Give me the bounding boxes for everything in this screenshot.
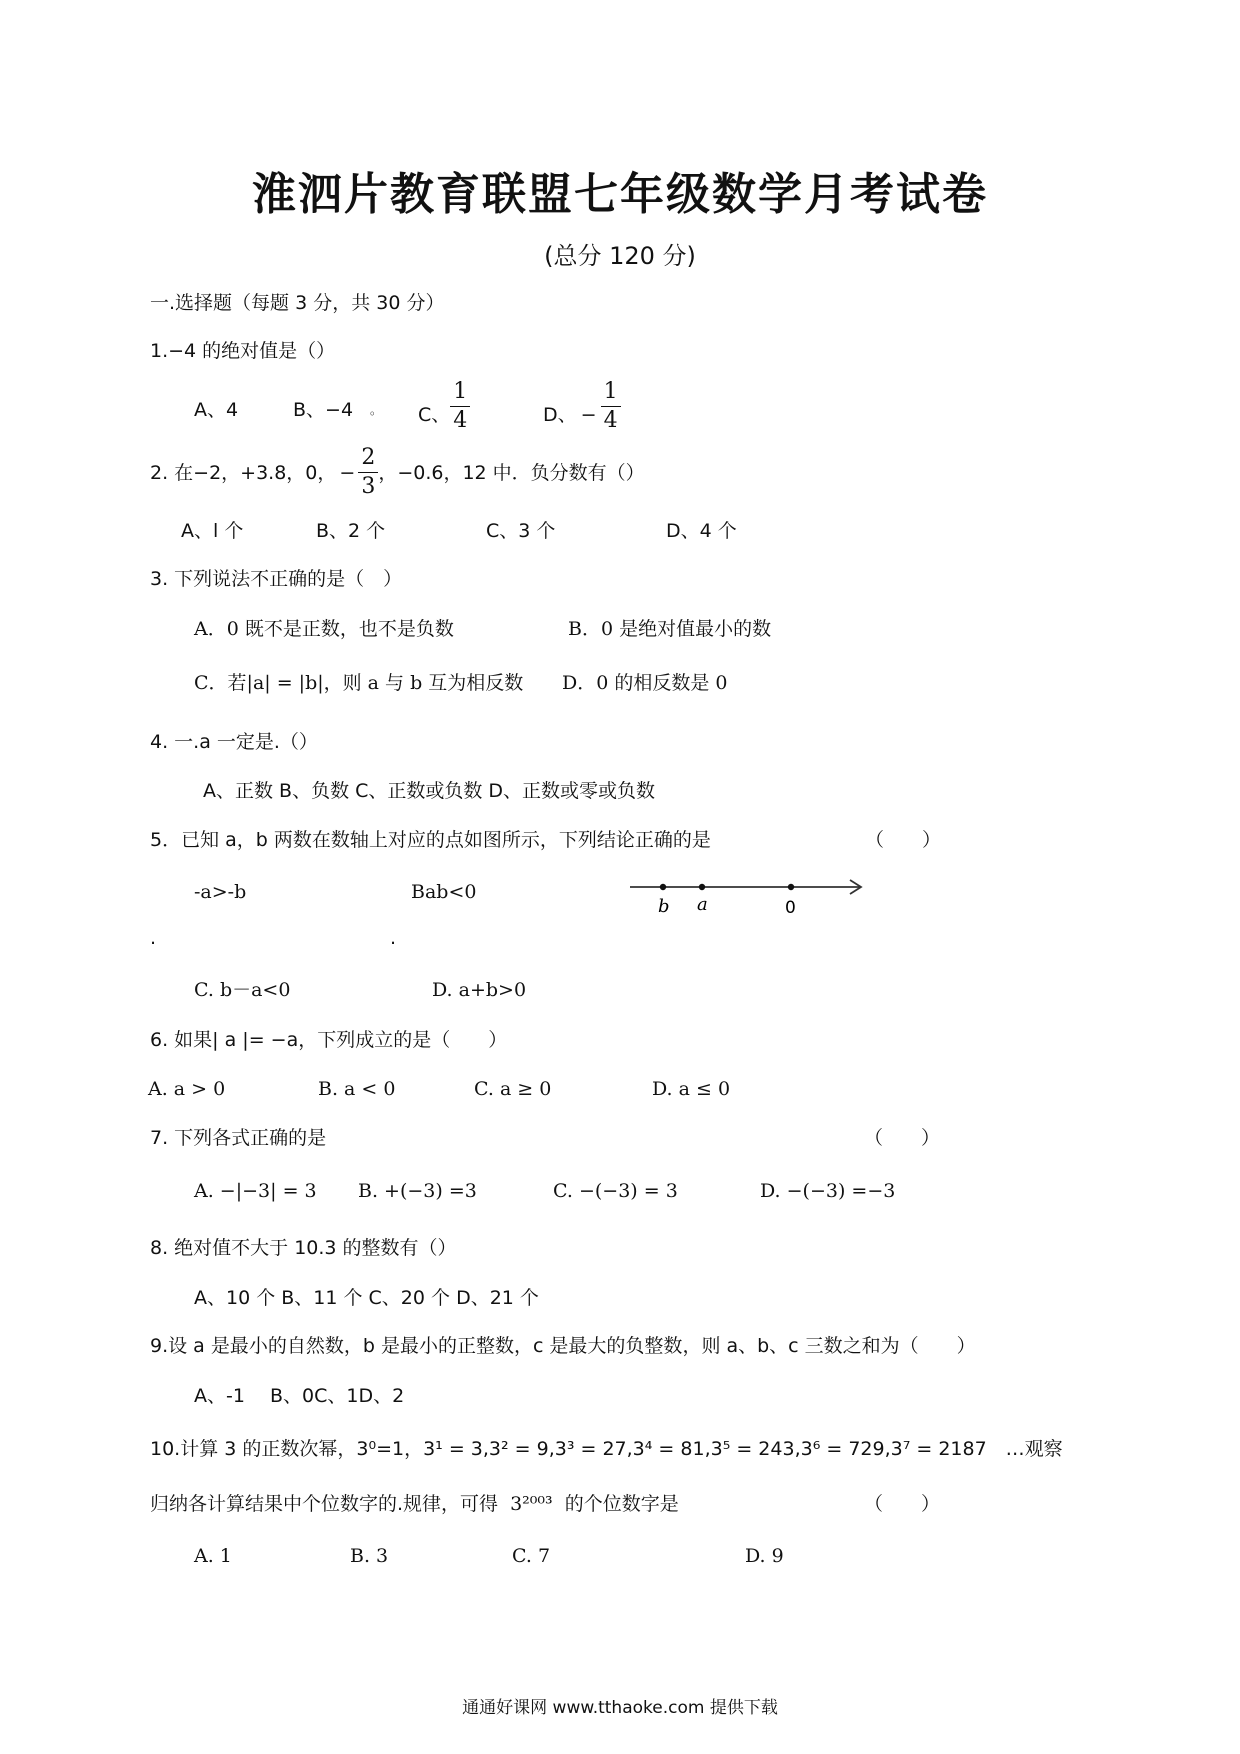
- q3-option-d: D．0 的相反数是 0: [562, 672, 728, 694]
- q5-option-c: C. b－a<0: [194, 979, 291, 1001]
- stray-dot: .: [390, 927, 397, 949]
- question-7-stem: 7. 下列各式正确的是: [150, 1127, 327, 1149]
- q1-option-c-label: C、: [418, 403, 451, 426]
- q7-option-d: D. −(−3) =−3: [760, 1180, 896, 1202]
- q3-option-a: A．0 既不是正数，也不是负数: [194, 618, 454, 640]
- q10-option-a: A. 1: [194, 1545, 232, 1567]
- q5-option-d: D. a+b>0: [432, 979, 527, 1001]
- fraction-denominator: 4: [603, 408, 618, 433]
- question-2-stem: [150, 447, 645, 498]
- total-score: (总分 120 分): [544, 242, 696, 270]
- q6-option-b: B. a < 0: [318, 1078, 396, 1100]
- stray-dot: .: [150, 927, 157, 949]
- question-9-stem: 9.设 a 是最小的自然数，b 是最小的正整数，c 是最大的负整数，则 a、b、c 三数之和为（ ）: [150, 1335, 976, 1357]
- label-zero: 0: [785, 898, 796, 918]
- q2-option-b: B、2 个: [316, 520, 386, 542]
- q3-option-c: C．若|a| = |b|，则 a 与 b 互为相反数: [194, 672, 524, 694]
- q6-option-d: D. a ≤ 0: [652, 1078, 731, 1100]
- answer-paren: （ ）: [865, 829, 942, 851]
- q10-power: 3²⁰⁰³: [510, 1493, 553, 1515]
- q6-option-a: A. a > 0: [148, 1078, 226, 1100]
- answer-paren: （ ）: [864, 1493, 941, 1515]
- q1-option-d-label: D、: [543, 403, 577, 426]
- q7-option-c: C. −(−3) = 3: [553, 1180, 678, 1202]
- page-title: 淮泗片教育联盟七年级数学月考试卷: [252, 169, 988, 220]
- q3-option-b: B．0 是绝对值最小的数: [568, 618, 772, 640]
- fraction: [358, 447, 378, 498]
- point-a: [699, 884, 705, 890]
- fraction-numerator: 1: [603, 379, 618, 404]
- fraction-bar: [358, 472, 378, 473]
- q2-option-a: A、l 个: [181, 520, 244, 542]
- q6-option-c: C. a ≥ 0: [474, 1078, 552, 1100]
- q2-option-d: D、4 个: [666, 520, 737, 542]
- point-b: [660, 884, 666, 890]
- q7-option-b: B. +(−3) =3: [358, 1180, 477, 1202]
- answer-paren: （ ）: [864, 1127, 941, 1149]
- q5-option-b: Bab<0: [411, 881, 477, 903]
- q1-dot: 。: [370, 403, 383, 417]
- q10-line2-post: 的个位数字是: [564, 1493, 679, 1515]
- fraction: [601, 381, 621, 432]
- minus-sign: −: [339, 461, 356, 484]
- q1-option-c: [418, 381, 470, 432]
- question-3-stem: 3. 下列说法不正确的是（ ）: [150, 568, 403, 590]
- q1-option-a: A、4: [194, 399, 239, 421]
- q2-stem-pre: 2. 在−2，+3.8，0，: [150, 461, 337, 484]
- label-a: a: [697, 894, 708, 915]
- fraction: [450, 381, 470, 432]
- question-4-stem: 4. 一.a 一定是.（）: [150, 731, 318, 753]
- q2-option-c: C、3 个: [486, 520, 556, 542]
- q5-option-a: -a>-b: [194, 881, 247, 903]
- minus-sign: −: [580, 403, 597, 426]
- q10-option-d: D. 9: [745, 1545, 784, 1567]
- q2-stem-post: ，−0.6，12 中．负分数有（）: [378, 461, 645, 484]
- question-8-stem: 8. 绝对值不大于 10.3 的整数有（）: [150, 1237, 457, 1259]
- fraction-numerator: 1: [453, 379, 468, 404]
- q1-option-b: B、−4: [293, 399, 354, 421]
- question-1-stem: 1.−4 的绝对值是（）: [150, 340, 336, 362]
- section-heading: 一.选择题（每题 3 分，共 30 分）: [150, 292, 445, 314]
- label-b: b: [658, 896, 670, 917]
- question-10-line-2: [150, 1491, 679, 1517]
- question-5-stem: 5．已知 a，b 两数在数轴上对应的点如图所示，下列结论正确的是: [150, 829, 711, 851]
- question-6-stem: 6. 如果| a |= −a，下列成立的是（ ）: [150, 1029, 508, 1051]
- q4-options: A、正数 B、负数 C、正数或负数 D、正数或零或负数: [203, 780, 656, 802]
- question-10-line-1: 10.计算 3 的正数次幂，3⁰=1，3¹ = 3,3² = 9,3³ = 27,3⁴ = 81,3⁵ = 243,3⁶ = 729,3⁷ = 2187 …观察: [150, 1438, 1063, 1460]
- number-line-figure: [628, 870, 873, 920]
- q10-option-c: C. 7: [512, 1545, 551, 1567]
- fraction-bar: [450, 406, 470, 407]
- footer-source: 通通好课网 www.tthaoke.com 提供下载: [462, 1698, 778, 1718]
- fraction-numerator: 2: [361, 445, 376, 470]
- fraction-denominator: 3: [361, 474, 376, 499]
- q1-option-d: [543, 381, 621, 432]
- fraction-denominator: 4: [453, 408, 468, 433]
- q10-line2-pre: 归纳各计算结果中个位数字的.规律，可得: [150, 1493, 499, 1515]
- q8-options: A、10 个 B、11 个 C、20 个 D、21 个: [194, 1287, 539, 1309]
- number-line-svg: [628, 870, 873, 920]
- fraction-bar: [601, 406, 621, 407]
- q7-option-a: A. −|−3| = 3: [194, 1180, 317, 1202]
- point-zero: [788, 884, 794, 890]
- q9-options: A、-1 B、0C、1D、2: [194, 1385, 405, 1407]
- q10-option-b: B. 3: [350, 1545, 389, 1567]
